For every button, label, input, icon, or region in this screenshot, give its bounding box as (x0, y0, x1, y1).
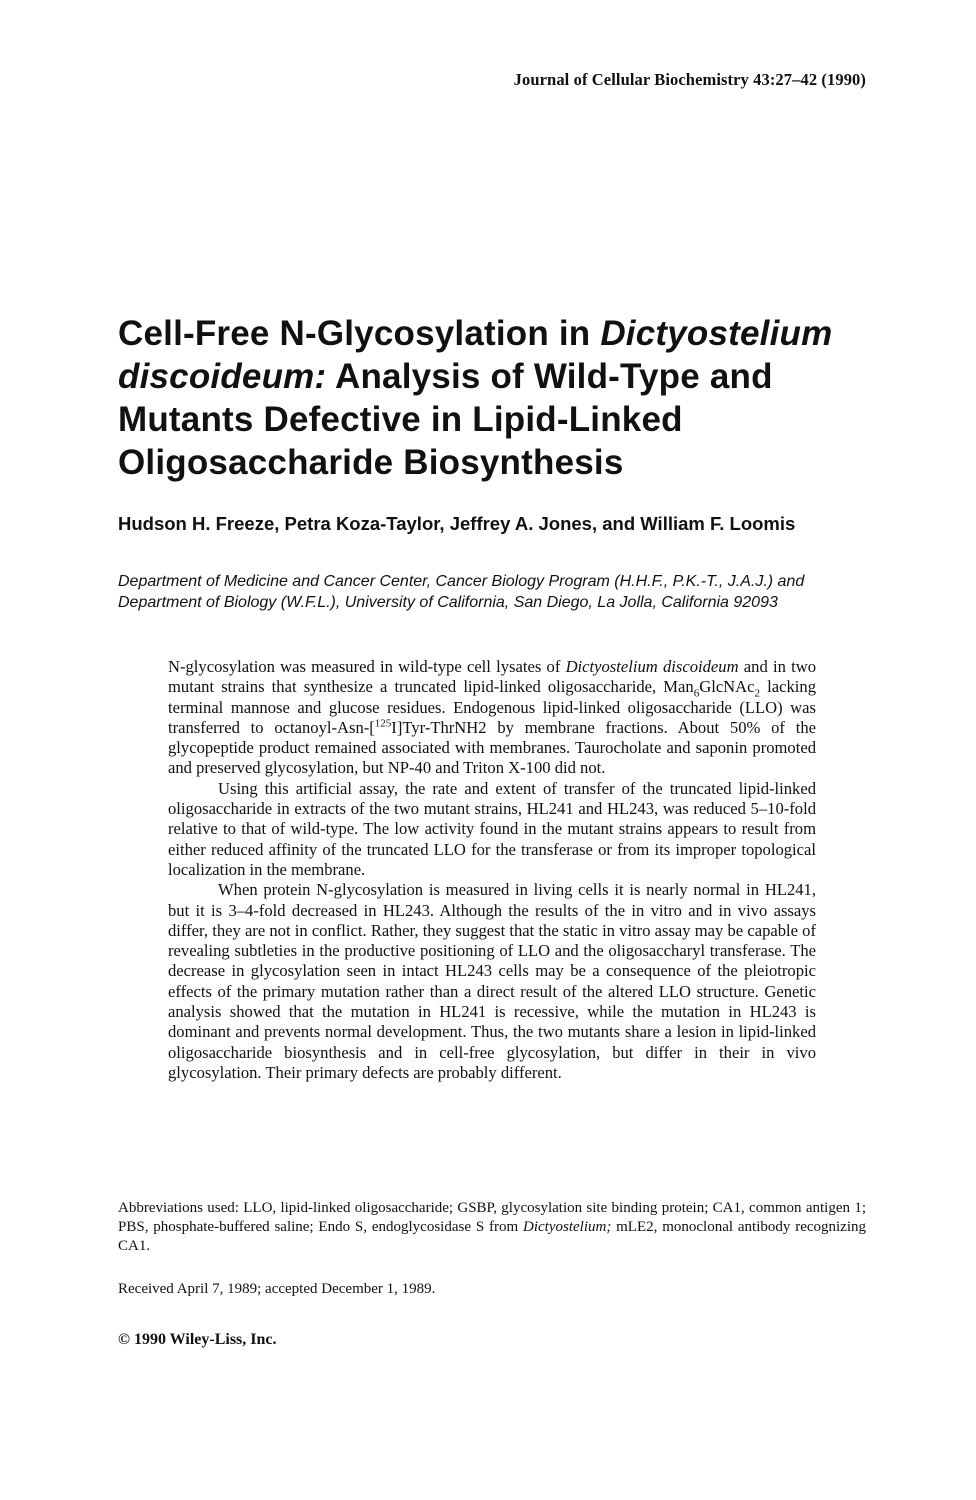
abbreviations-footnote (118, 1199, 866, 1256)
abbreviations-italic: Dictyostelium; (523, 1219, 612, 1235)
abbreviations-text: mLE2, monoclonal antibody recognizing CA1. (118, 1219, 866, 1254)
title-text-part2: Analysis of Wild-Type and Mutants Defective in Lipid-Linked Oligosaccharide Biosynthesis (118, 357, 773, 482)
abstract-p1-species-italic: Dictyostelium discoideum (565, 657, 739, 676)
abstract-p1-text: lacking terminal mannose and glucose residues. Endogenous lipid-linked oligosaccharide (LLO) was transferred to octanoyl-Asn-[ (168, 677, 816, 737)
copyright-notice: © 1990 Wiley-Liss, Inc. (118, 1331, 277, 1348)
abstract-paragraph-2: Using this artificial assay, the rate and extent of transfer of the truncated lipid-linked oligosaccharide in extracts of the two mutant strains, HL241 and HL243, was reduced 5–10-fold relative to that of wild-type. The low activity found in the mutant strains appears to result from either reduced affinity of the truncated LLO for the transferase or from its improper topological localization in the membrane. (168, 778, 816, 879)
title-species-italic: Dictyostelium discoideum: (118, 314, 833, 396)
journal-citation-header: Journal of Cellular Biochemistry 43:27–42 (1990) (513, 70, 866, 89)
abstract-p1-superscript: 125 (374, 717, 392, 730)
article-title (118, 312, 878, 484)
abstract-p1-text: and in two mutant strains that synthesize a truncated lipid-linked oligosaccharide, Man (168, 657, 817, 697)
abstract-p1-subscript: 6 (693, 687, 700, 700)
abstract-paragraph-3: When protein N-glycosylation is measured in living cells it is nearly normal in HL241, but it is 3–4-fold decreased in HL243. Although the results of the in vitro and in vivo assays differ, they are not in conflict. Rather, they suggest that the static in vitro assay may be capable of revealing subtleties in the productive positioning of LLO and the oligosaccharyl transferase. The decrease in glycosylation seen in intact HL243 cells may be a consequence of the pleiotropic effects of the primary mutation rather than a direct result of the altered LLO structure. Genetic analysis showed that the mutation in HL241 is recessive, while the mutation in HL243 is dominant and prevents normal development. Thus, the two mutants share a lesion in lipid-linked oligosaccharide biosynthesis and in cell-free glycosylation, but differ in their in vivo glycosylation. Their primary defects are probably different. (168, 880, 816, 1082)
author-list: Hudson H. Freeze, Petra Koza-Taylor, Jeffrey A. Jones, and William F. Loomis (118, 513, 796, 534)
abstract-p1-text: I]Tyr-ThrNH2 by membrane fractions. About 50% of the glycopeptide product remained associated with membranes. Taurocholate and saponin promoted and preserved glycosylation, but NP-40 and Triton X-100 did not. (168, 717, 816, 778)
abstract-paragraph-1 (168, 657, 816, 779)
abstract-p1-subscript: 2 (754, 687, 761, 700)
abstract-p1-text: GlcNAc (699, 677, 755, 697)
title-text-part1: Cell-Free N-Glycosylation in (118, 314, 601, 353)
abstract-p1-text: N-glycosylation was measured in wild-type cell lysates of (168, 657, 566, 676)
abstract (168, 657, 816, 1083)
received-dates: Received April 7, 1989; accepted December 1, 1989. (118, 1281, 436, 1297)
abbreviations-text: Abbreviations used: LLO, lipid-linked oligosaccharide; GSBP, glycosylation site binding protein; CA1, common antigen 1; PBS, phosphate-buffered saline; Endo S, endoglycosidase S from (118, 1200, 866, 1235)
author-affiliation: Department of Medicine and Cancer Center, Cancer Biology Program (H.H.F., P.K.-T., J.A.J.) and Department of Biology (W.F.L.), University of California, San Diego, La Jolla, California 92093 (118, 573, 805, 611)
